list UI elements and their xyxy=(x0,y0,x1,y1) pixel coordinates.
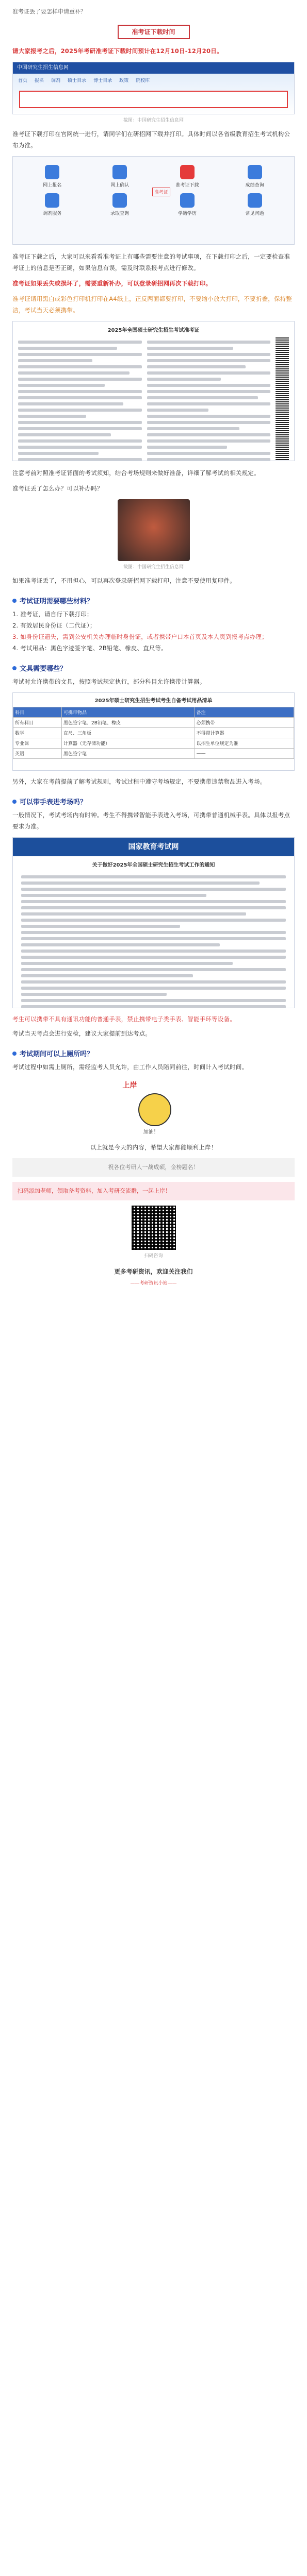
tile[interactable]: 调剂服务 xyxy=(21,193,84,216)
tile-icon xyxy=(112,165,127,179)
yz-tile-panel xyxy=(12,156,295,245)
highlight-label: 准考证 xyxy=(152,188,170,196)
notice-site-title: 国家教育考试网 xyxy=(13,838,294,856)
paragraph-text: 准考证下载打印在官网统一进行，请同学们在研招网下载并打印。具体时间以各省级教育招生考试机构公布为准。 xyxy=(12,130,290,149)
illustration-photo xyxy=(118,499,190,561)
cartoon-illustration xyxy=(123,1080,185,1137)
items-table xyxy=(12,692,295,771)
paragraph: 另外，大家在考前提前了解考试规则，考试过程中遵守考场规定，不要携带违禁物品进入考场。 xyxy=(12,778,266,785)
table-header: 备注 xyxy=(195,707,294,718)
paragraph: 一般情况下，考试考场内有时钟。考生不得携带智能手表进入考场，可携带普通机械手表。具体以报考点要求为准。 xyxy=(12,811,290,830)
barcode xyxy=(276,337,289,461)
notice-body-lines xyxy=(13,875,294,1008)
table-header: 科目 xyxy=(13,707,62,718)
paragraph xyxy=(12,128,295,151)
qr-code[interactable] xyxy=(132,1206,176,1250)
intro-red-line: 请大家报考之后，2025年考研准考证下载时间预计在12月10日-12月20日。 xyxy=(12,47,223,55)
bullet-icon xyxy=(12,800,17,804)
cartoon-bubble: 上岸 xyxy=(122,1081,137,1090)
yz-menu xyxy=(13,74,294,87)
tile[interactable]: 网上报名 xyxy=(21,165,84,188)
section-heading: 考试证明需要哪些材料？ xyxy=(12,596,295,605)
table-row: 专业课 计算器（无存储功能） 以招生单位规定为准 xyxy=(13,738,294,749)
footer-sub: ——考研资讯小站—— xyxy=(130,1281,177,1286)
table-row: 所有科目 黑色签字笔、2B铅笔、橡皮 必须携带 xyxy=(13,718,294,728)
exam-card-title: 2025年全国硕士研究生招生考试准考证 xyxy=(107,328,200,333)
list-item: 4. 考试用品：黑色字迹签字笔、2B铅笔、橡皮、直尺等。 xyxy=(12,645,167,652)
yz-menu-item[interactable]: 博士目录 xyxy=(93,78,112,83)
cartoon-tail: 加油！ xyxy=(143,1129,159,1135)
paragraph: 以上就是今天的内容，希望大家都能顺利上岸！ xyxy=(90,1144,217,1151)
promo-box: 扫码添加老师，领取备考资料，加入考研交流群，一起上岸！ xyxy=(12,1182,295,1200)
paragraph: 如果准考证丢了，不用担心，可以再次登录研招网下载打印，注意不要使用复印件。 xyxy=(12,577,236,584)
paragraph-orange: 准考证请用黑白或彩色打印机打印在A4纸上，正反两面都要打印，不要缩小放大打印，不要折叠，保持整洁，考试当天必须携带。 xyxy=(12,295,293,314)
top-line: 准考证丢了要怎样申请重补？ xyxy=(12,8,86,15)
yz-screenshot xyxy=(12,62,295,114)
bullet-icon xyxy=(12,666,17,670)
list-item: 2. 有效居民身份证（二代证）； xyxy=(12,622,96,629)
section-banner: 准考证下载时间 xyxy=(118,25,190,39)
bullet-icon xyxy=(12,1052,17,1056)
yz-menu-item[interactable]: 院校库 xyxy=(136,78,150,83)
yz-menu-item[interactable]: 首页 xyxy=(18,78,28,83)
paragraph: 考试当天考点会进行安检，建议大家提前到达考点。 xyxy=(12,1030,152,1037)
footer-text: 更多考研资讯，欢迎关注我们 xyxy=(114,1268,193,1275)
section-heading: 可以带手表进考场吗？ xyxy=(12,796,295,806)
info-box: 祝各位考研人一战成硕，金榜题名！ xyxy=(12,1158,295,1177)
notice-screenshot xyxy=(12,837,295,1008)
table xyxy=(13,707,294,759)
yz-highlight-box xyxy=(19,91,288,108)
tile[interactable]: 录取查询 xyxy=(89,193,151,216)
notice-heading: 关于做好2025年全国硕士研究生招生考试工作的通知 xyxy=(92,862,215,868)
paragraph-red: 准考证如果丢失或损坏了，需要重新补办，可以登录研招网再次下载打印。 xyxy=(12,280,212,287)
section-heading: 文具需要哪些？ xyxy=(12,663,295,673)
tile-icon xyxy=(180,193,195,208)
section-heading: 考试期间可以上厕所吗？ xyxy=(12,1048,295,1058)
paragraph-red: 考生可以携带不具有通讯功能的普通手表，禁止携带电子类手表、智能手环等设备。 xyxy=(12,1015,236,1023)
table-row: 英语 黑色签字笔 —— xyxy=(13,749,294,759)
tile-icon xyxy=(180,165,195,179)
exam-card-image xyxy=(12,321,295,461)
tile-icon xyxy=(248,193,262,208)
exam-card-left-text xyxy=(18,337,142,461)
tile[interactable]: 准考证下载 xyxy=(156,165,219,188)
list-item: 3. 如身份证遗失，需到公安机关办理临时身份证，或者携带户口本首页及本人页到报考点办理； xyxy=(12,633,268,640)
list-item: 1. 准考证，请自行下载打印； xyxy=(12,611,93,618)
table-row: 数学 直尺、三角板 不得带计算器 xyxy=(13,728,294,738)
paragraph: 考试过程中如需上厕所，需经监考人员允许，由工作人员陪同前往，时间计入考试时间。 xyxy=(12,1063,248,1071)
table-title: 2025年硕士研究生招生考试考生自备考试用品清单 xyxy=(94,698,213,704)
tile-icon xyxy=(248,165,262,179)
yz-menu-item[interactable]: 硕士目录 xyxy=(68,78,87,83)
qr-caption: 扫码咨询 xyxy=(144,1253,163,1259)
bullet-icon xyxy=(12,599,17,603)
paragraph: 注意考前对照准考证背面的考试须知，结合考场规则来做好准备，详细了解考试的相关规定。 xyxy=(12,469,260,477)
yz-menu-item[interactable]: 政策 xyxy=(119,78,129,83)
tile[interactable]: 常见问题 xyxy=(223,193,286,216)
exam-card-right-text xyxy=(147,337,271,461)
tile-icon xyxy=(45,193,59,208)
yz-menu-item[interactable]: 调剂 xyxy=(51,78,61,83)
yz-site-title: 中国研究生招生信息网 xyxy=(13,62,294,74)
tile-icon xyxy=(45,165,59,179)
table-header: 可携带物品 xyxy=(62,707,195,718)
tile[interactable]: 网上确认 xyxy=(89,165,151,188)
tile-icon xyxy=(112,193,127,208)
paragraph: 准考证丢了怎么办？可以补办吗？ xyxy=(12,485,103,492)
paragraph: 考试时允许携带的文具，按照考试规定执行，部分科目允许携带计算器。 xyxy=(12,678,206,685)
photo-caption: 截图：中国研究生招生信息网 xyxy=(123,565,184,570)
cartoon-face xyxy=(138,1093,171,1126)
tile[interactable]: 学籍学历 xyxy=(156,193,219,216)
paragraph: 准考证下载之后，大家可以来看看准考证上有哪些需要注意的考试事项，在下载打印之后，一定要检查准考证上的信息是否正确，如果信息有误，需及时联系报考点进行修改。 xyxy=(12,253,290,272)
yz-menu-item[interactable]: 报名 xyxy=(35,78,44,83)
screenshot-caption: 截图：中国研究生招生信息网 xyxy=(123,118,184,123)
tile[interactable]: 成绩查询 xyxy=(223,165,286,188)
